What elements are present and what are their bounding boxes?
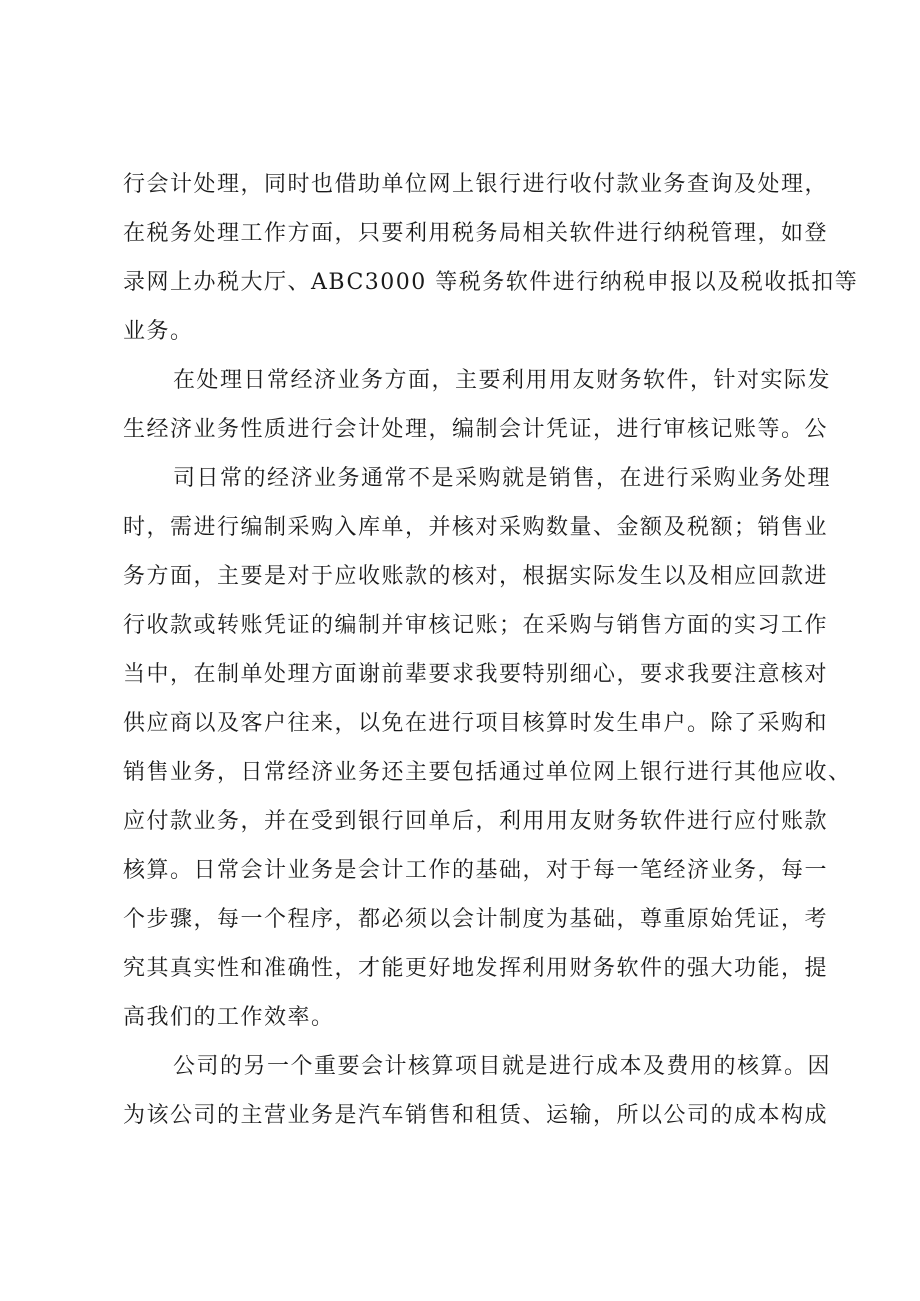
text-line: 高我们的工作效率。: [123, 1005, 335, 1030]
text-line: 个步骤，每一个程序，都必须以会计制度为基础，尊重原始凭证，考: [123, 907, 829, 932]
text-line: 当中，在制单处理方面谢前辈要求我要特别细心，要求我要注意核对: [123, 662, 829, 687]
text-line: 务方面，主要是对于应收账款的核对，根据实际发生以及相应回款进: [123, 564, 829, 589]
text-line: 业务。: [123, 319, 194, 344]
paragraph-start-line: 在处理日常经济业务方面，主要利用用友财务软件，针对实际发: [173, 368, 832, 393]
text-line: 生经济业务性质进行会计处理，编制会计凭证，进行审核记账等。公: [123, 417, 829, 442]
text-line: 供应商以及客户往来，以免在进行项目核算时发生串户。除了采购和: [123, 711, 829, 736]
text-line: 应付款业务，并在受到银行回单后，利用用友财务软件进行应付账款: [123, 809, 829, 834]
text-line: 销售业务，日常经济业务还主要包括通过单位网上银行进行其他应收、: [123, 760, 852, 785]
paragraph-start-line: 公司的另一个重要会计核算项目就是进行成本及费用的核算。因: [173, 1054, 832, 1079]
text-line: 录网上办税大厅、ABC3000 等税务软件进行纳税申报以及税收抵扣等: [123, 270, 859, 295]
text-line: 在税务处理工作方面，只要利用税务局相关软件进行纳税管理，如登: [123, 221, 829, 246]
text-line: 时，需进行编制采购入库单，并核对采购数量、金额及税额；销售业: [123, 515, 829, 540]
text-line: 究其真实性和准确性，才能更好地发挥利用财务软件的强大功能，提: [123, 956, 829, 981]
text-line: 行会计处理，同时也借助单位网上银行进行收付款业务查询及处理，: [123, 172, 829, 197]
text-line: 为该公司的主营业务是汽车销售和租赁、运输，所以公司的成本构成: [123, 1103, 829, 1128]
text-line: 核算。日常会计业务是会计工作的基础，对于每一笔经济业务，每一: [123, 858, 829, 883]
paragraph-start-line: 司日常的经济业务通常不是采购就是销售，在进行采购业务处理: [173, 466, 832, 491]
text-line: 行收款或转账凭证的编制并审核记账；在采购与销售方面的实习工作: [123, 613, 829, 638]
